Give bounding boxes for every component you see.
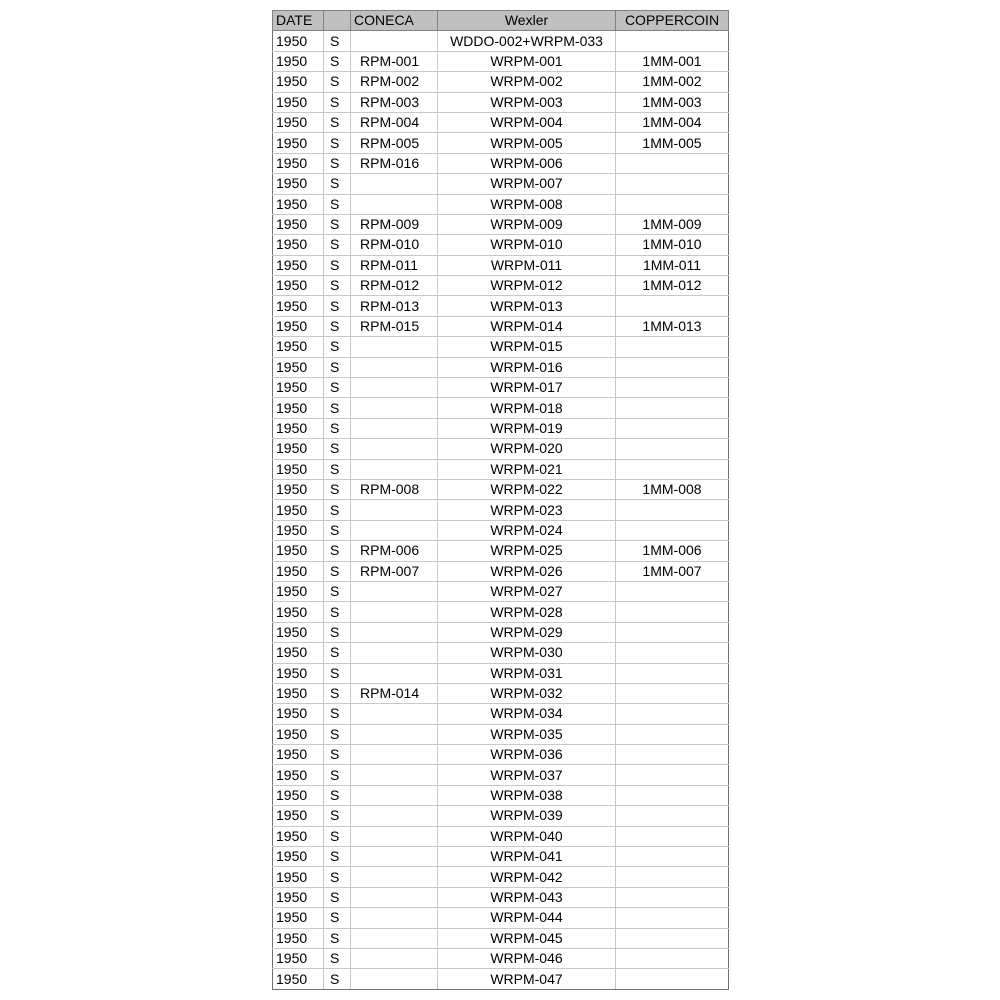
- cell-mint: S: [324, 928, 351, 948]
- cell-coppercoin: [616, 908, 729, 928]
- cell-wexler: WRPM-035: [438, 724, 616, 744]
- cell-coppercoin: [616, 745, 729, 765]
- cell-date: 1950: [273, 194, 324, 214]
- cell-wexler: WRPM-004: [438, 112, 616, 132]
- cell-mint: S: [324, 826, 351, 846]
- cell-date: 1950: [273, 133, 324, 153]
- cell-wexler: WRPM-037: [438, 765, 616, 785]
- table-row: [273, 724, 729, 744]
- table-row: [273, 867, 729, 887]
- cell-mint: S: [324, 622, 351, 642]
- cell-coppercoin: [616, 418, 729, 438]
- cell-date: 1950: [273, 72, 324, 92]
- table-row: [273, 174, 729, 194]
- cell-wexler: WRPM-019: [438, 418, 616, 438]
- column-header-coppercoin: COPPERCOIN: [616, 11, 729, 31]
- cell-date: 1950: [273, 51, 324, 71]
- cell-coppercoin: [616, 337, 729, 357]
- cell-coppercoin: [616, 500, 729, 520]
- cell-date: 1950: [273, 581, 324, 601]
- cell-wexler: WRPM-041: [438, 847, 616, 867]
- table-row: [273, 194, 729, 214]
- cell-wexler: WDDO-002+WRPM-033: [438, 31, 616, 51]
- cell-coppercoin: [616, 357, 729, 377]
- table-row: [273, 214, 729, 234]
- cell-mint: S: [324, 785, 351, 805]
- cell-wexler: WRPM-031: [438, 663, 616, 683]
- cell-coneca: RPM-004: [351, 112, 438, 132]
- cell-wexler: WRPM-028: [438, 602, 616, 622]
- cell-coneca: [351, 378, 438, 398]
- table-row: [273, 378, 729, 398]
- cell-coppercoin: [616, 296, 729, 316]
- cell-mint: S: [324, 357, 351, 377]
- table-body: [273, 31, 729, 989]
- table-row: [273, 235, 729, 255]
- cell-mint: S: [324, 174, 351, 194]
- cell-coppercoin: 1MM-006: [616, 541, 729, 561]
- cell-coneca: [351, 500, 438, 520]
- cell-mint: S: [324, 745, 351, 765]
- cell-coppercoin: [616, 174, 729, 194]
- cell-date: 1950: [273, 418, 324, 438]
- table-row: [273, 745, 729, 765]
- table-row: [273, 112, 729, 132]
- cell-coppercoin: [616, 847, 729, 867]
- cell-mint: S: [324, 969, 351, 989]
- table-row: [273, 418, 729, 438]
- cell-coneca: [351, 704, 438, 724]
- cell-coneca: RPM-011: [351, 255, 438, 275]
- table-header: [273, 11, 729, 31]
- cell-coppercoin: [616, 31, 729, 51]
- cell-date: 1950: [273, 867, 324, 887]
- cell-coneca: RPM-005: [351, 133, 438, 153]
- cell-coneca: RPM-014: [351, 683, 438, 703]
- cell-wexler: WRPM-008: [438, 194, 616, 214]
- cell-coppercoin: 1MM-011: [616, 255, 729, 275]
- cell-mint: S: [324, 520, 351, 540]
- table-row: [273, 316, 729, 336]
- cell-coppercoin: [616, 826, 729, 846]
- cell-wexler: WRPM-015: [438, 337, 616, 357]
- cell-coneca: [351, 928, 438, 948]
- table-row: [273, 806, 729, 826]
- cell-coppercoin: [616, 867, 729, 887]
- cell-mint: S: [324, 235, 351, 255]
- table-row: [273, 92, 729, 112]
- cell-coneca: [351, 867, 438, 887]
- cell-coppercoin: [616, 683, 729, 703]
- cell-coneca: [351, 785, 438, 805]
- cell-wexler: WRPM-029: [438, 622, 616, 642]
- cell-coneca: RPM-002: [351, 72, 438, 92]
- cell-mint: S: [324, 214, 351, 234]
- cell-mint: S: [324, 133, 351, 153]
- cell-wexler: WRPM-016: [438, 357, 616, 377]
- cell-coppercoin: 1MM-001: [616, 51, 729, 71]
- cell-date: 1950: [273, 398, 324, 418]
- cell-date: 1950: [273, 541, 324, 561]
- cell-wexler: WRPM-030: [438, 643, 616, 663]
- cell-coneca: RPM-008: [351, 479, 438, 499]
- cell-coneca: [351, 520, 438, 540]
- cell-date: 1950: [273, 214, 324, 234]
- cell-coneca: RPM-007: [351, 561, 438, 581]
- cell-coneca: [351, 31, 438, 51]
- cell-date: 1950: [273, 683, 324, 703]
- cell-wexler: WRPM-010: [438, 235, 616, 255]
- cell-date: 1950: [273, 255, 324, 275]
- cell-mint: S: [324, 153, 351, 173]
- table-row: [273, 765, 729, 785]
- cell-coppercoin: [616, 785, 729, 805]
- cell-coppercoin: [616, 520, 729, 540]
- cell-coppercoin: [616, 806, 729, 826]
- cell-coppercoin: [616, 439, 729, 459]
- cell-mint: S: [324, 276, 351, 296]
- cell-date: 1950: [273, 520, 324, 540]
- cell-date: 1950: [273, 765, 324, 785]
- table-row: [273, 826, 729, 846]
- cell-mint: S: [324, 663, 351, 683]
- cell-coneca: [351, 847, 438, 867]
- cell-mint: S: [324, 561, 351, 581]
- cell-mint: S: [324, 948, 351, 968]
- cell-date: 1950: [273, 561, 324, 581]
- cell-wexler: WRPM-043: [438, 887, 616, 907]
- table-row: [273, 459, 729, 479]
- table-row: [273, 561, 729, 581]
- table-row: [273, 520, 729, 540]
- cell-date: 1950: [273, 296, 324, 316]
- cell-coneca: [351, 643, 438, 663]
- cell-coppercoin: [616, 602, 729, 622]
- cell-coneca: RPM-015: [351, 316, 438, 336]
- cell-wexler: WRPM-038: [438, 785, 616, 805]
- cell-date: 1950: [273, 235, 324, 255]
- cell-mint: S: [324, 194, 351, 214]
- cell-coneca: RPM-012: [351, 276, 438, 296]
- cell-mint: S: [324, 255, 351, 275]
- cell-coppercoin: [616, 622, 729, 642]
- cell-date: 1950: [273, 948, 324, 968]
- cell-coneca: RPM-003: [351, 92, 438, 112]
- cell-wexler: WRPM-036: [438, 745, 616, 765]
- cell-coneca: [351, 724, 438, 744]
- cell-date: 1950: [273, 847, 324, 867]
- table-row: [273, 643, 729, 663]
- cell-mint: S: [324, 378, 351, 398]
- cell-wexler: WRPM-047: [438, 969, 616, 989]
- cell-date: 1950: [273, 337, 324, 357]
- cell-coneca: RPM-006: [351, 541, 438, 561]
- table-row: [273, 72, 729, 92]
- cell-date: 1950: [273, 500, 324, 520]
- cell-wexler: WRPM-026: [438, 561, 616, 581]
- cell-wexler: WRPM-006: [438, 153, 616, 173]
- cell-wexler: WRPM-001: [438, 51, 616, 71]
- cell-mint: S: [324, 500, 351, 520]
- cell-coneca: [351, 337, 438, 357]
- cell-coneca: [351, 663, 438, 683]
- cell-date: 1950: [273, 602, 324, 622]
- cell-wexler: WRPM-005: [438, 133, 616, 153]
- cell-mint: S: [324, 847, 351, 867]
- cell-wexler: WRPM-042: [438, 867, 616, 887]
- cell-coneca: [351, 581, 438, 601]
- cell-coppercoin: [616, 194, 729, 214]
- table-row: [273, 928, 729, 948]
- cell-mint: S: [324, 92, 351, 112]
- cell-coppercoin: [616, 724, 729, 744]
- table-row: [273, 479, 729, 499]
- cell-mint: S: [324, 459, 351, 479]
- cell-date: 1950: [273, 112, 324, 132]
- cell-coppercoin: [616, 704, 729, 724]
- cell-wexler: WRPM-017: [438, 378, 616, 398]
- table-row: [273, 500, 729, 520]
- cell-date: 1950: [273, 745, 324, 765]
- cell-mint: S: [324, 31, 351, 51]
- cell-mint: S: [324, 765, 351, 785]
- column-header-wexler: Wexler: [438, 11, 616, 31]
- cell-mint: S: [324, 724, 351, 744]
- table-row: [273, 133, 729, 153]
- table-row: [273, 948, 729, 968]
- table-row: [273, 602, 729, 622]
- cell-coppercoin: [616, 378, 729, 398]
- cell-wexler: WRPM-020: [438, 439, 616, 459]
- cell-coneca: [351, 439, 438, 459]
- cell-wexler: WRPM-007: [438, 174, 616, 194]
- cell-wexler: WRPM-046: [438, 948, 616, 968]
- cell-mint: S: [324, 908, 351, 928]
- cell-date: 1950: [273, 806, 324, 826]
- cell-coppercoin: [616, 581, 729, 601]
- cell-mint: S: [324, 867, 351, 887]
- cell-mint: S: [324, 806, 351, 826]
- cell-date: 1950: [273, 622, 324, 642]
- cell-date: 1950: [273, 928, 324, 948]
- cell-coppercoin: 1MM-007: [616, 561, 729, 581]
- table-row: [273, 969, 729, 989]
- cell-date: 1950: [273, 276, 324, 296]
- cell-mint: S: [324, 296, 351, 316]
- cell-coneca: [351, 887, 438, 907]
- cell-coppercoin: 1MM-004: [616, 112, 729, 132]
- cell-wexler: WRPM-011: [438, 255, 616, 275]
- cell-coppercoin: [616, 663, 729, 683]
- table-row: [273, 663, 729, 683]
- cell-mint: S: [324, 479, 351, 499]
- cell-date: 1950: [273, 663, 324, 683]
- cell-mint: S: [324, 316, 351, 336]
- cell-coneca: [351, 398, 438, 418]
- cell-mint: S: [324, 72, 351, 92]
- table-row: [273, 357, 729, 377]
- table-row: [273, 785, 729, 805]
- cell-date: 1950: [273, 704, 324, 724]
- table-row: [273, 398, 729, 418]
- cell-date: 1950: [273, 357, 324, 377]
- cell-mint: S: [324, 887, 351, 907]
- table-row: [273, 887, 729, 907]
- cell-coneca: [351, 622, 438, 642]
- cell-date: 1950: [273, 31, 324, 51]
- cell-wexler: WRPM-032: [438, 683, 616, 703]
- cell-date: 1950: [273, 153, 324, 173]
- cell-mint: S: [324, 398, 351, 418]
- cell-coneca: RPM-016: [351, 153, 438, 173]
- cell-mint: S: [324, 337, 351, 357]
- cell-coppercoin: 1MM-008: [616, 479, 729, 499]
- cell-wexler: WRPM-013: [438, 296, 616, 316]
- cell-wexler: WRPM-034: [438, 704, 616, 724]
- table-row: [273, 908, 729, 928]
- cell-coneca: [351, 908, 438, 928]
- cell-coneca: [351, 418, 438, 438]
- cell-wexler: WRPM-014: [438, 316, 616, 336]
- cell-coneca: [351, 194, 438, 214]
- cell-coppercoin: 1MM-005: [616, 133, 729, 153]
- table-row: [273, 683, 729, 703]
- cell-coppercoin: [616, 153, 729, 173]
- cell-coneca: RPM-001: [351, 51, 438, 71]
- cell-wexler: WRPM-003: [438, 92, 616, 112]
- cell-coppercoin: [616, 928, 729, 948]
- cell-mint: S: [324, 51, 351, 71]
- cell-wexler: WRPM-022: [438, 479, 616, 499]
- cell-mint: S: [324, 704, 351, 724]
- cell-coneca: [351, 826, 438, 846]
- cell-coppercoin: [616, 459, 729, 479]
- cell-date: 1950: [273, 643, 324, 663]
- cell-mint: S: [324, 541, 351, 561]
- cell-coneca: [351, 806, 438, 826]
- cell-wexler: WRPM-045: [438, 928, 616, 948]
- table-row: [273, 255, 729, 275]
- cell-date: 1950: [273, 826, 324, 846]
- table-row: [273, 439, 729, 459]
- table-row: [273, 31, 729, 51]
- cell-wexler: WRPM-039: [438, 806, 616, 826]
- cell-wexler: WRPM-018: [438, 398, 616, 418]
- cell-coneca: RPM-013: [351, 296, 438, 316]
- cell-date: 1950: [273, 316, 324, 336]
- cell-coneca: [351, 174, 438, 194]
- column-header-mint: [324, 11, 351, 31]
- header-row: [273, 11, 729, 31]
- cell-mint: S: [324, 581, 351, 601]
- cell-wexler: WRPM-012: [438, 276, 616, 296]
- table-row: [273, 296, 729, 316]
- cell-coneca: RPM-010: [351, 235, 438, 255]
- cell-wexler: WRPM-044: [438, 908, 616, 928]
- cell-wexler: WRPM-024: [438, 520, 616, 540]
- cell-wexler: WRPM-023: [438, 500, 616, 520]
- cell-date: 1950: [273, 439, 324, 459]
- cell-coneca: [351, 948, 438, 968]
- cell-date: 1950: [273, 92, 324, 112]
- cell-coppercoin: 1MM-009: [616, 214, 729, 234]
- table-row: [273, 622, 729, 642]
- variety-table: [272, 10, 729, 990]
- cell-date: 1950: [273, 969, 324, 989]
- cell-coppercoin: 1MM-003: [616, 92, 729, 112]
- table-row: [273, 276, 729, 296]
- cell-mint: S: [324, 643, 351, 663]
- cell-coneca: RPM-009: [351, 214, 438, 234]
- cell-coneca: [351, 357, 438, 377]
- cell-coneca: [351, 745, 438, 765]
- cell-wexler: WRPM-025: [438, 541, 616, 561]
- cell-coppercoin: 1MM-012: [616, 276, 729, 296]
- cell-coneca: [351, 969, 438, 989]
- cell-mint: S: [324, 112, 351, 132]
- cell-date: 1950: [273, 908, 324, 928]
- table-row: [273, 51, 729, 71]
- cell-mint: S: [324, 418, 351, 438]
- cell-wexler: WRPM-021: [438, 459, 616, 479]
- cell-coneca: [351, 459, 438, 479]
- table-row: [273, 337, 729, 357]
- cell-date: 1950: [273, 724, 324, 744]
- cell-coppercoin: [616, 643, 729, 663]
- cell-mint: S: [324, 602, 351, 622]
- cell-mint: S: [324, 439, 351, 459]
- cell-wexler: WRPM-002: [438, 72, 616, 92]
- cell-coppercoin: 1MM-013: [616, 316, 729, 336]
- cell-coppercoin: [616, 887, 729, 907]
- cell-date: 1950: [273, 378, 324, 398]
- table-row: [273, 581, 729, 601]
- cell-coppercoin: 1MM-002: [616, 72, 729, 92]
- cell-coneca: [351, 765, 438, 785]
- cell-date: 1950: [273, 479, 324, 499]
- table-row: [273, 847, 729, 867]
- cell-wexler: WRPM-027: [438, 581, 616, 601]
- cell-coppercoin: [616, 948, 729, 968]
- cell-coneca: [351, 602, 438, 622]
- table-row: [273, 541, 729, 561]
- column-header-date: DATE: [273, 11, 324, 31]
- table-row: [273, 704, 729, 724]
- cell-wexler: WRPM-040: [438, 826, 616, 846]
- cell-date: 1950: [273, 785, 324, 805]
- cell-date: 1950: [273, 887, 324, 907]
- cell-coppercoin: [616, 969, 729, 989]
- cell-mint: S: [324, 683, 351, 703]
- table-row: [273, 153, 729, 173]
- cell-coppercoin: [616, 398, 729, 418]
- column-header-coneca: CONECA: [351, 11, 438, 31]
- cell-date: 1950: [273, 459, 324, 479]
- cell-date: 1950: [273, 174, 324, 194]
- cell-wexler: WRPM-009: [438, 214, 616, 234]
- cell-coppercoin: 1MM-010: [616, 235, 729, 255]
- cell-coppercoin: [616, 765, 729, 785]
